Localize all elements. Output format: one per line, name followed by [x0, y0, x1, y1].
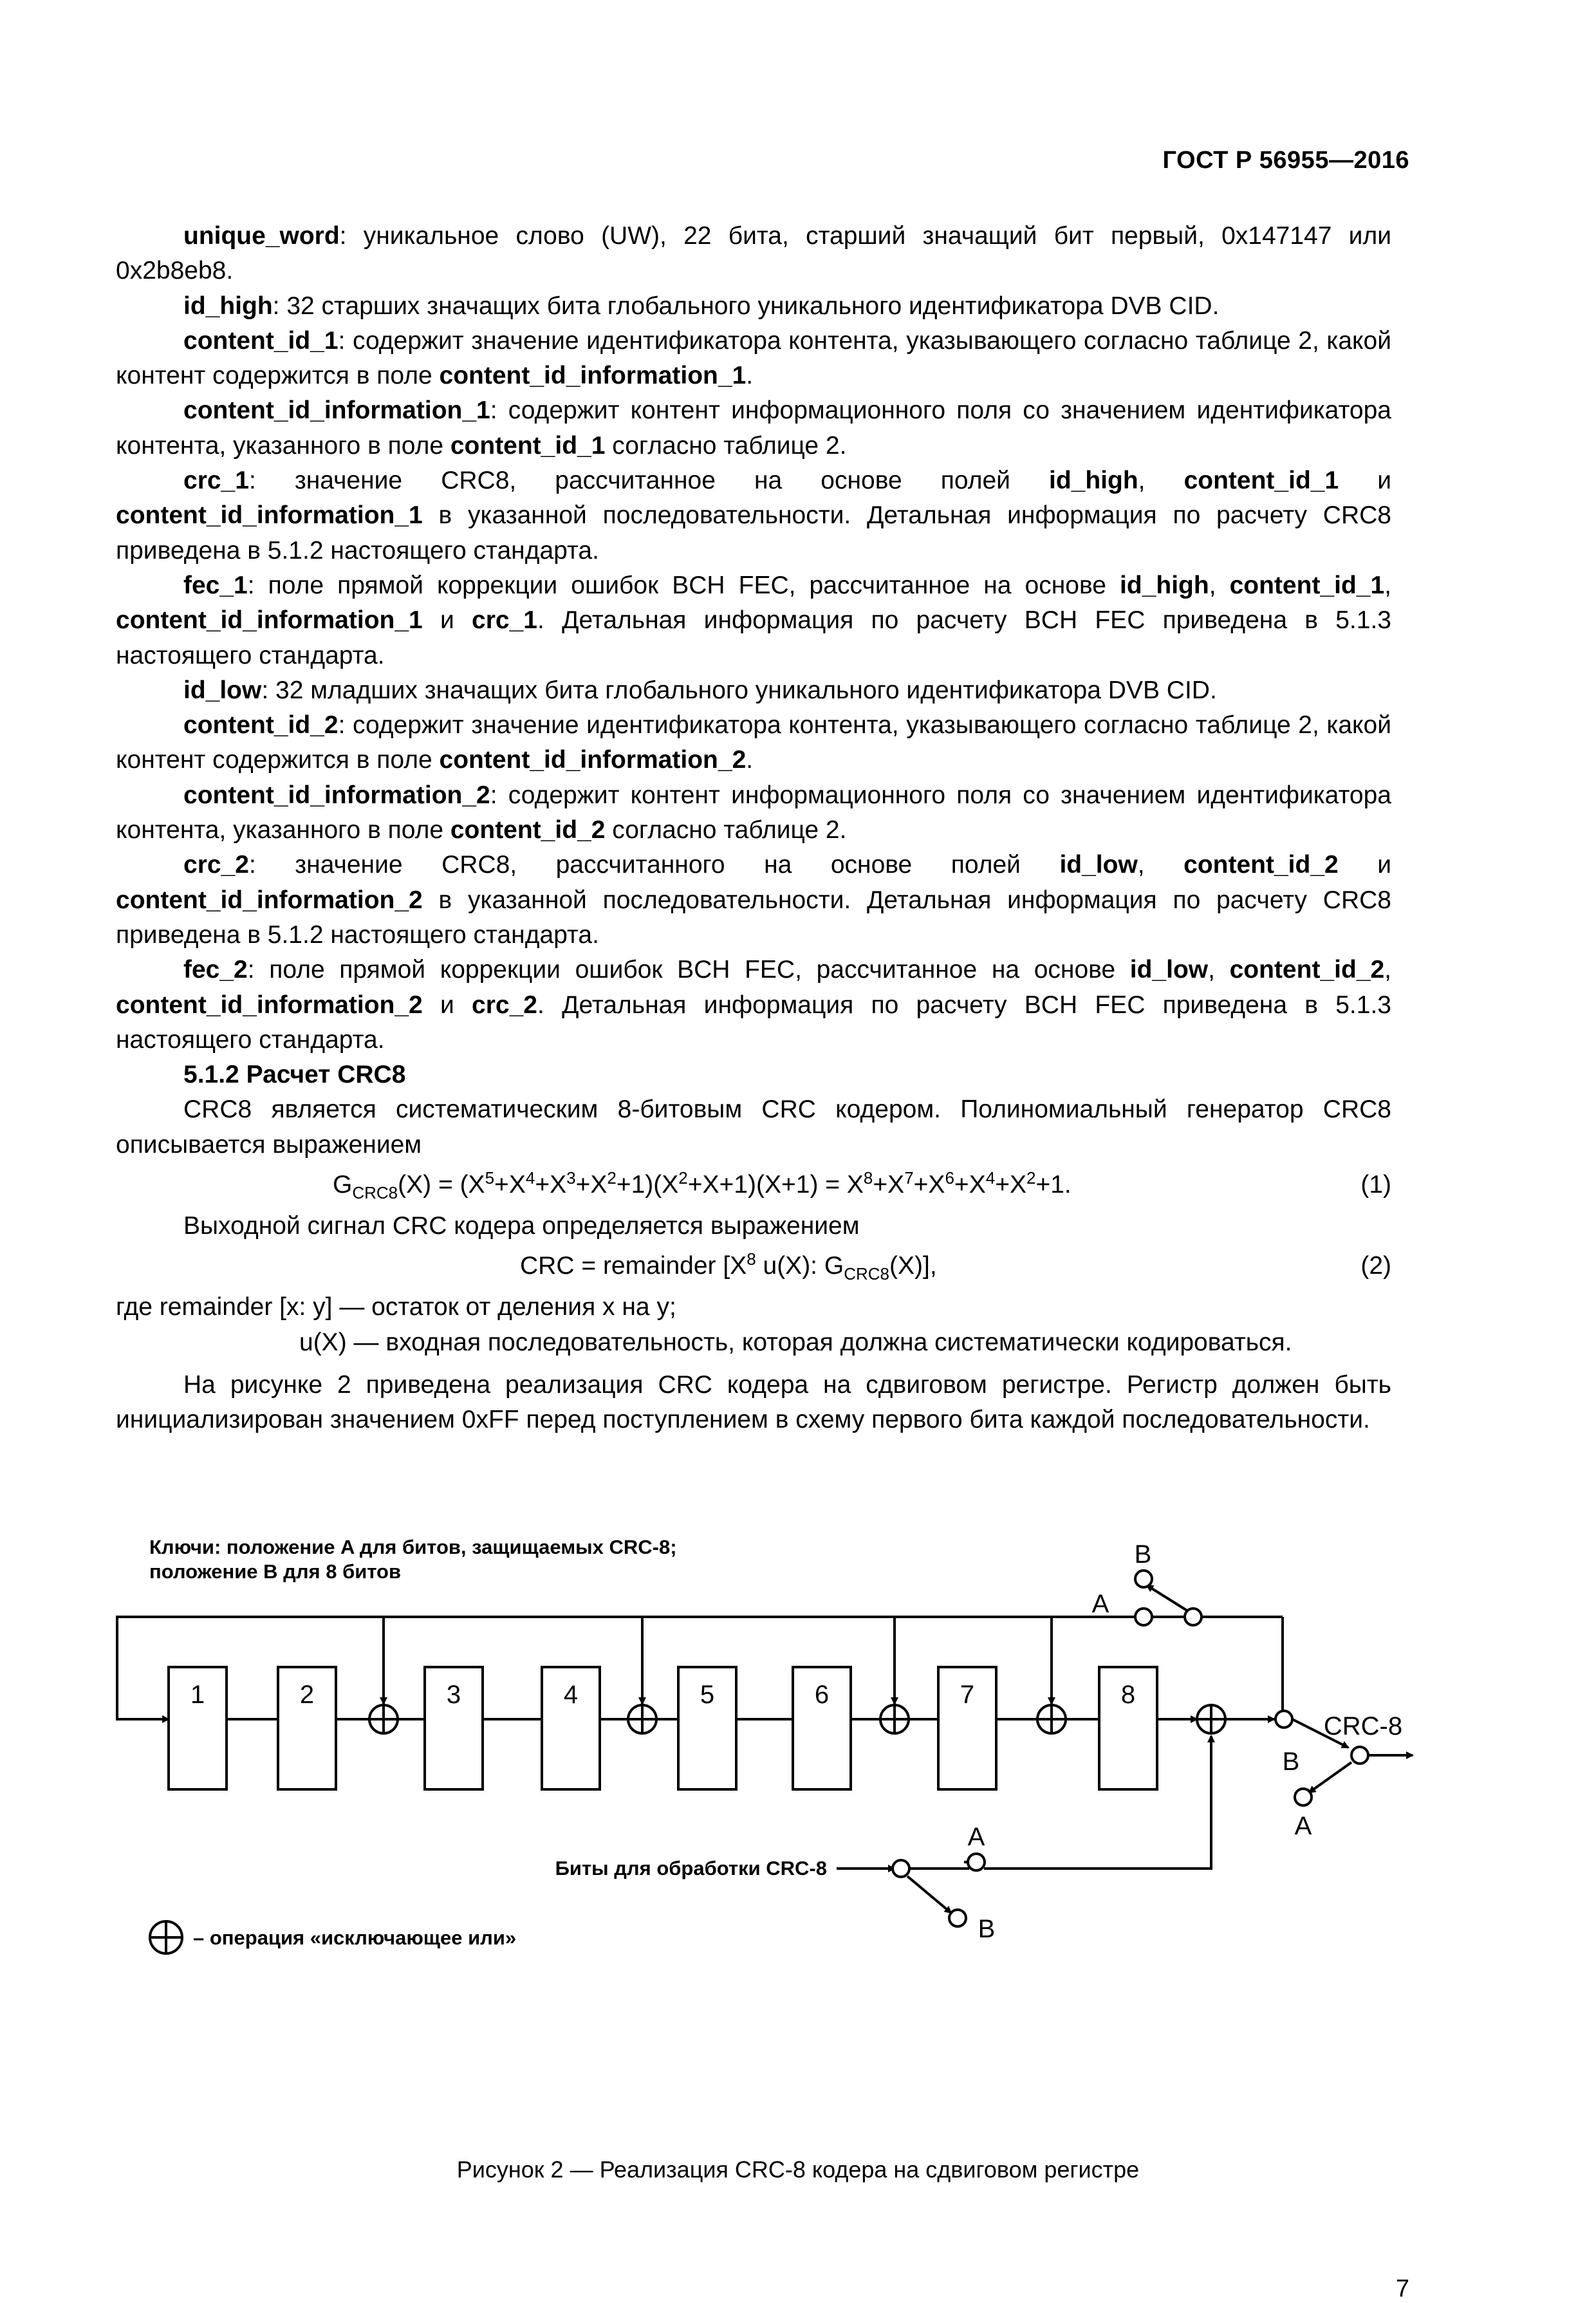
para-content-id-information-2: content_id_information_2: содержит контент информационного поля со значением идентификатора контента, указанного в поле content_id_2 согласно таблице 2.: [116, 781, 1391, 844]
standard-header: ГОСТ Р 56955—2016: [1162, 147, 1409, 174]
register-7-label: 7: [960, 1681, 975, 1709]
top-switch-label-a: A: [1091, 1590, 1109, 1618]
para-content-id-2: content_id_2: содержит значение идентификатора контента, указывающего согласно таблице 2, какой контент содержится в поле content_id_information_2.: [116, 711, 1391, 774]
where-line-2: u(X) — входная последовательность, которая должна систематически кодироваться.: [299, 1328, 1292, 1356]
section-heading: 5.1.2 Расчет CRC8: [183, 1061, 406, 1089]
register-2-label: 2: [299, 1681, 315, 1709]
para-output-signal: Выходной сигнал CRC кодера определяется выражением: [183, 1212, 860, 1240]
xor-icon: [1037, 1705, 1066, 1733]
switch-contact: [893, 1860, 909, 1877]
register-6-label: 6: [814, 1681, 830, 1709]
para-crc8-intro: CRC8 является систематическим 8-битовым CRC кодером. Полиномиальный генератор CRC8 описывается выражением: [116, 1096, 1391, 1159]
crc8-output-label: CRC-8: [1323, 1712, 1403, 1740]
input-switch-label-a: A: [967, 1823, 985, 1851]
switch-contact: [1276, 1711, 1292, 1728]
formula-2-expression: CRC = remainder [$X^8$ u(X): $G_{CRC8}(X)$],: [520, 1249, 937, 1284]
register-1-label: 1: [190, 1681, 205, 1709]
para-crc-1: crc_1: значение CRC8, рассчитанное на основе полей id_high, content_id_1 и content_id_information_1 в указанной последовательности. Детальная информация по расчету CRC8 приведена в 5.1.2 настоящего стандарта.: [116, 467, 1392, 564]
formula-1-expression: $G_{CRC8}(X) = (X^5+X^4+X^3+X^2+1)(X^2+X+1)(X+1) = X^8+X^7+X^6+X^4+X^2+1$.: [333, 1168, 1072, 1202]
switch-contact: [949, 1910, 966, 1926]
para-fec-1: fec_1: поле прямой коррекции ошибок BCH FEC, рассчитанное на основе id_high, content_id_1, content_id_information_1 и crc_1. Детальная информация по расчету BCH FEC приведена в 5.1.3 настоящего стандарта.: [116, 571, 1392, 669]
output-switch-label-b: B: [1282, 1748, 1300, 1776]
switch-contact: [1295, 1789, 1312, 1805]
formula-1-number: (1): [1360, 1171, 1391, 1199]
register-4-label: 4: [563, 1681, 579, 1709]
para-figure-intro: На рисунке 2 приведена реализация CRC кодера на сдвиговом регистре. Регистр должен быть инициализирован значением 0xFF перед поступлением в схему первого бита каждой последовательности.: [116, 1370, 1391, 1434]
register-5-label: 5: [700, 1681, 715, 1709]
para-content-id-1: content_id_1: содержит значение идентификатора контента, указывающего согласно таблице 2, какой контент содержится в поле content_id_information_1.: [116, 326, 1391, 390]
xor-legend-label: – операция «исключающее или»: [193, 1926, 517, 1949]
para-content-id-information-1: content_id_information_1: содержит контент информационного поля со значением идентификатора контента, указанного в поле content_id_1 согласно таблице 2.: [116, 396, 1391, 460]
para-unique-word: unique_word: уникальное слово (UW), 22 бита, старший значащий бит первый, 0x147147 или 0x2b8eb8.: [116, 222, 1391, 285]
where-line-1: где remainder [x: y] — остаток от деления x на y;: [116, 1293, 676, 1321]
xor-icon: [369, 1705, 398, 1733]
switch-contact: [1185, 1608, 1202, 1625]
output-switch-label-a: A: [1294, 1812, 1312, 1840]
para-crc-2: crc_2: значение CRC8, рассчитанного на основе полей id_low, content_id_2 и content_id_information_2 в указанной последовательности. Детальная информация по расчету CRC8 приведена в 5.1.2 настоящего стандарта.: [116, 851, 1392, 949]
figure-caption: Рисунок 2 — Реализация CRC-8 кодера на сдвиговом регистре: [456, 2156, 1140, 2183]
para-id-high: id_high: 32 старших значащих бита глобального уникального идентификатора DVB CID.: [183, 292, 1220, 320]
page-number: 7: [1395, 2275, 1409, 2302]
input-bits-label: Биты для обработки CRC-8: [555, 1857, 827, 1879]
register-8-label: 8: [1120, 1681, 1136, 1709]
switch-contact: [1351, 1747, 1368, 1764]
switch-contact: [1135, 1571, 1152, 1587]
xor-icon: [1197, 1705, 1225, 1733]
para-id-low: id_low: 32 младших значащих бита глобального уникального идентификатора DVB CID.: [183, 676, 1217, 704]
switch-contact: [968, 1854, 985, 1870]
keys-label-line-1: Ключи: положение A для битов, защищаемых CRC-8;: [149, 1536, 677, 1558]
top-switch-label-b: B: [1134, 1540, 1152, 1569]
formula-2-number: (2): [1360, 1252, 1391, 1280]
register-3-label: 3: [446, 1681, 461, 1709]
xor-icon: [880, 1705, 909, 1733]
para-fec-2: fec_2: поле прямой коррекции ошибок BCH FEC, рассчитанное на основе id_low, content_id_2, content_id_information_2 и crc_2. Детальная информация по расчету BCH FEC приведена в 5.1.3 настоящего стандарта.: [116, 956, 1392, 1054]
xor-legend-icon: [150, 1921, 182, 1953]
xor-icon: [628, 1705, 656, 1733]
input-switch-label-b: B: [978, 1915, 996, 1943]
keys-label-line-2: положение B для 8 битов: [149, 1560, 402, 1583]
switch-contact: [1135, 1608, 1152, 1625]
